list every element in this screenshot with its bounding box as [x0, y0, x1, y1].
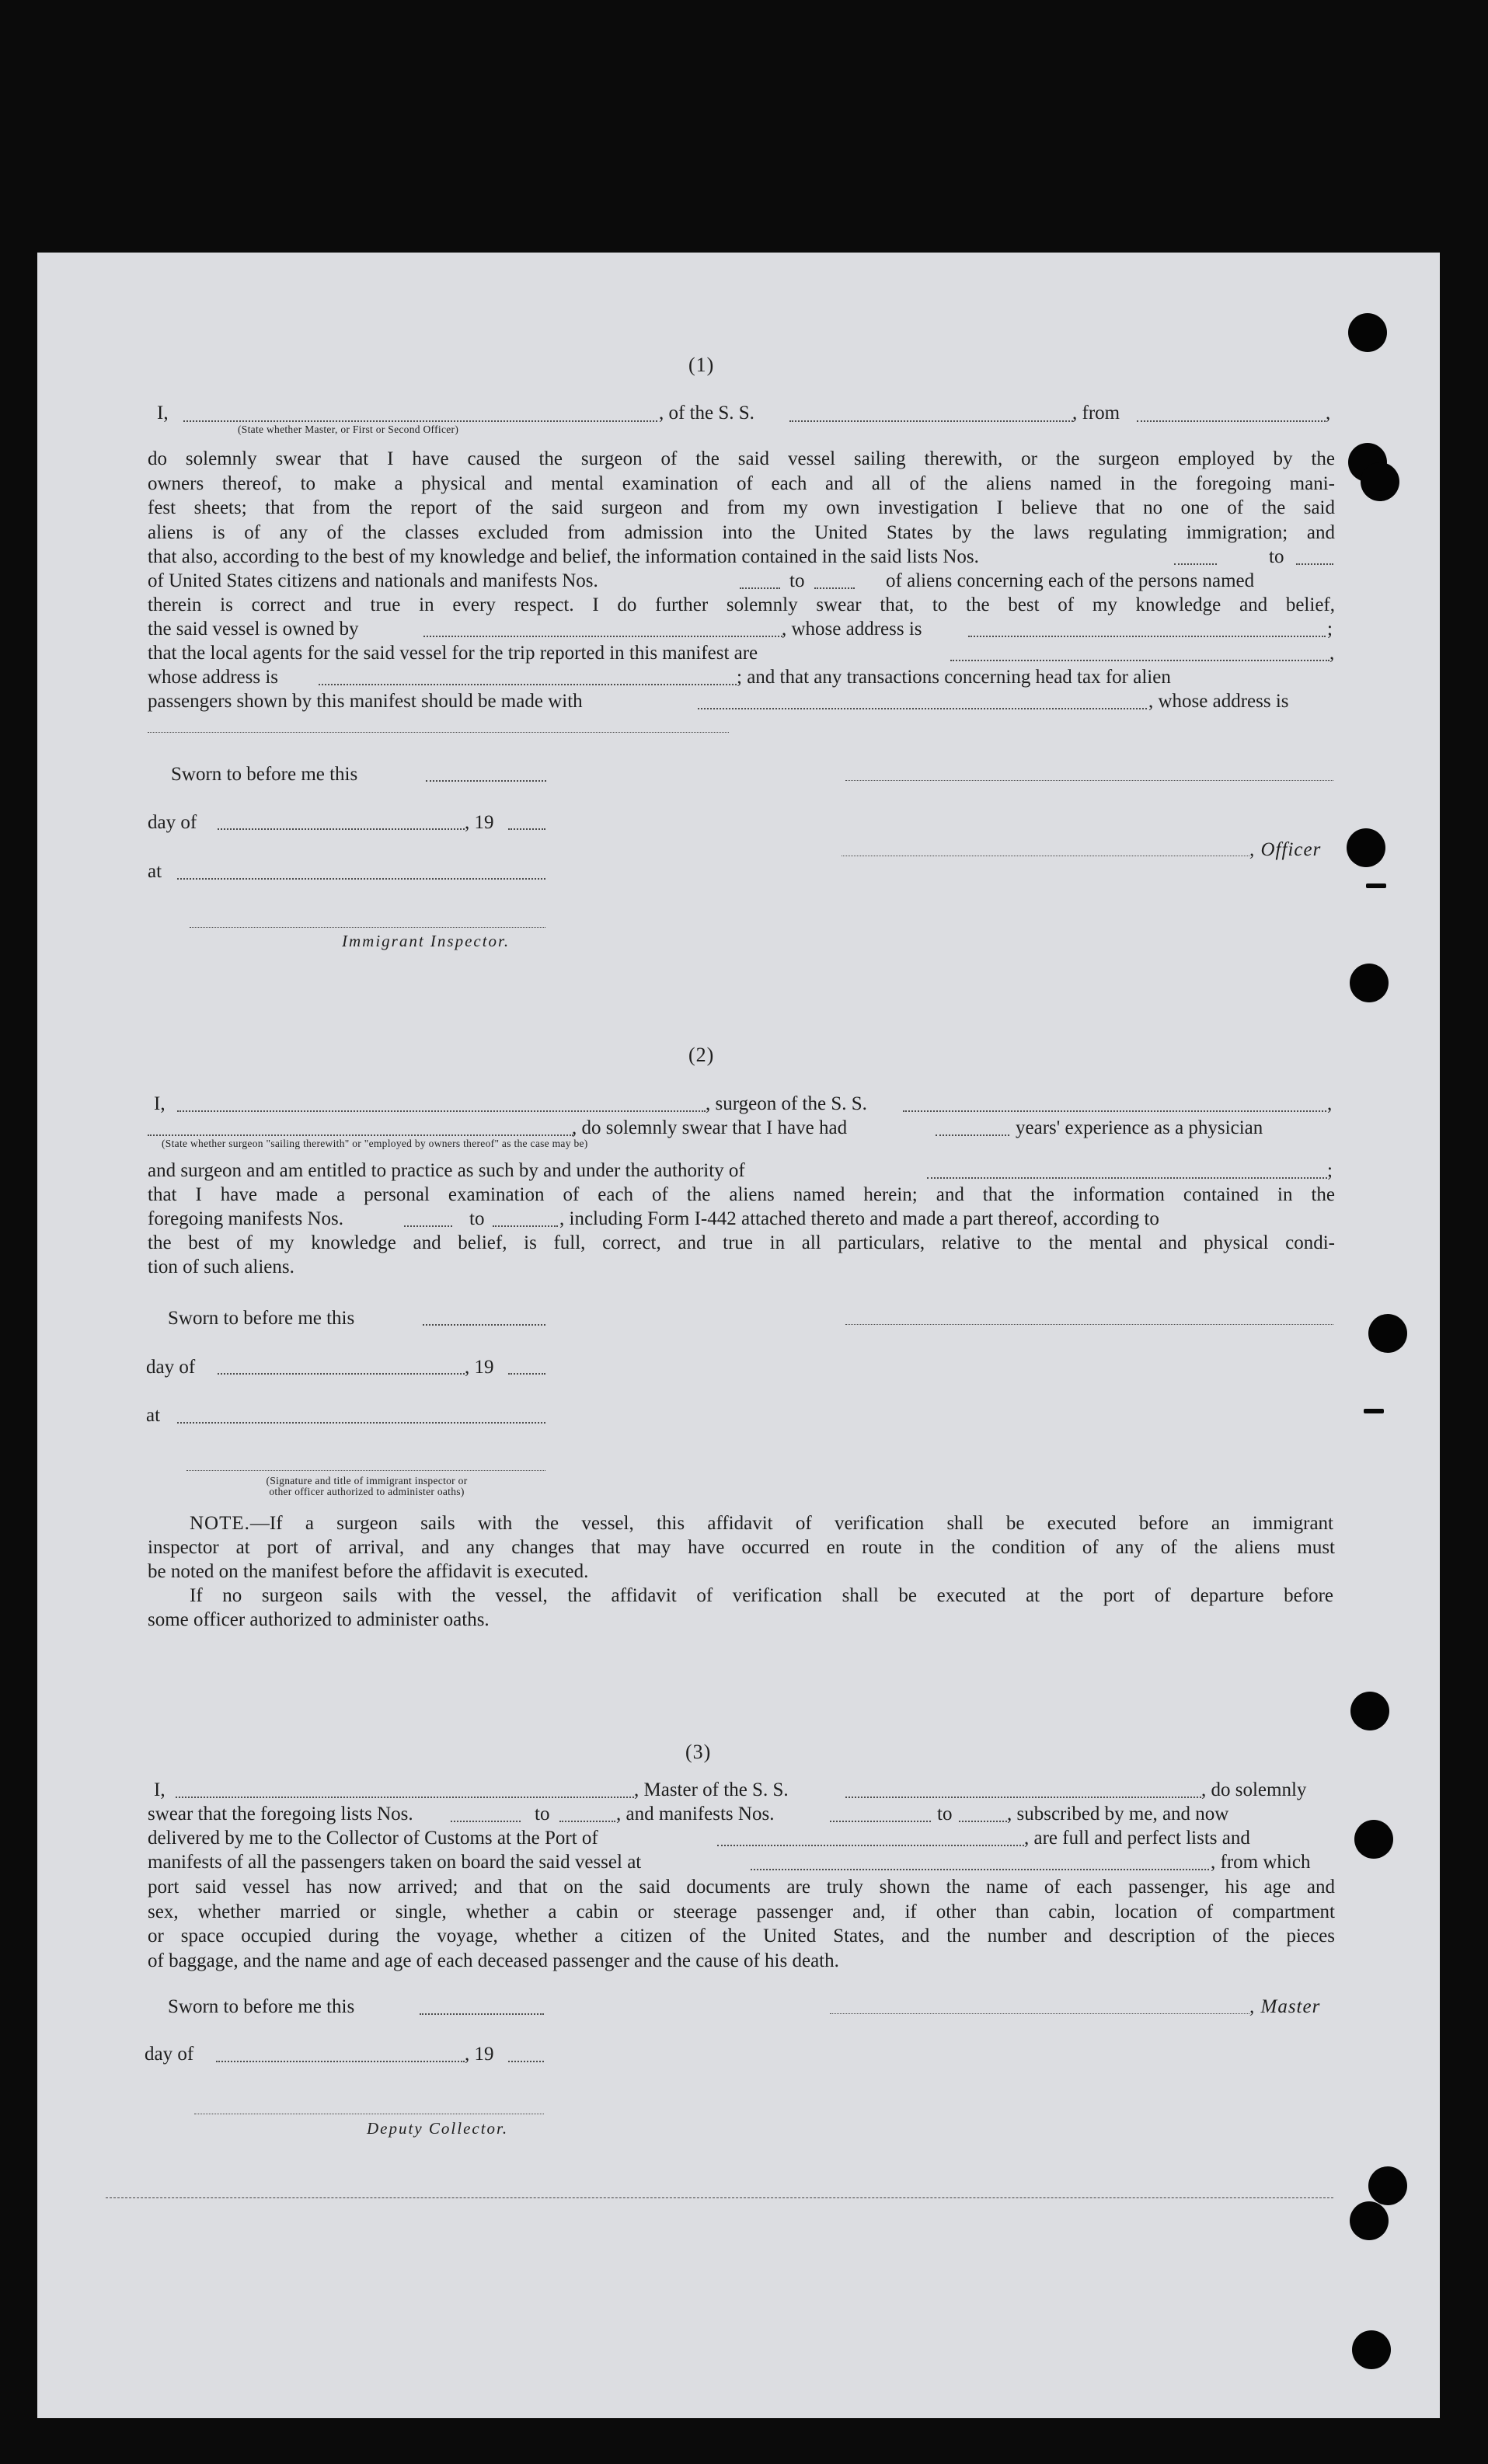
section-1-heading: (1) — [688, 354, 715, 376]
s3-day-of: day of — [145, 2044, 194, 2065]
s3-lists-to-blank — [559, 1821, 615, 1822]
s3-manifests-to-blank — [959, 1821, 1007, 1822]
s1-agents-line: that the local agents for the said vessel for the trip reported in this manifest are — [148, 643, 758, 664]
s3-lists-from-blank — [451, 1821, 521, 1822]
s1-paragraph — [148, 447, 1335, 545]
s1-year: , 19 — [465, 812, 494, 833]
punch-hole — [1350, 1692, 1389, 1730]
s2-examination-line: that I have made a personal examination of each of the aliens named herein; and that the information contained in the — [148, 1184, 1335, 1205]
s1-lists-to-blank — [1296, 563, 1333, 565]
s2-sig-note-1: (Signature and title of immigrant inspector or — [266, 1475, 468, 1486]
s1-owned-by: the said vessel is owned by — [148, 619, 359, 640]
s1-passengers-line: passengers shown by this manifest should be made with — [148, 691, 583, 712]
s1-citizens-post: of aliens concerning each of the persons named — [886, 570, 1255, 591]
s1-master-note: (State whether Master, or First or Second Officer) — [238, 423, 459, 435]
s1-owned-end: ; — [1327, 619, 1333, 640]
s3-deputy-label: Deputy Collector. — [367, 2119, 509, 2138]
s1-citizens-from-blank — [740, 587, 780, 589]
s2-form-line: , including Form I-442 attached thereto and made a part thereof, according to — [559, 1208, 1159, 1229]
s3-year: , 19 — [465, 2044, 494, 2065]
s2-year: , 19 — [465, 1357, 494, 1378]
s2-authority-blank — [927, 1177, 1327, 1179]
s2-authority-line: and surgeon and am entitled to practice as such by and under the authority of — [148, 1160, 745, 1181]
s1-comma: , — [1326, 403, 1331, 423]
s1-lists-line: that also, according to the best of my knowledge and belief, the information contained in the said lists Nos. — [148, 546, 979, 567]
s3-sworn: Sworn to before me this — [168, 1996, 355, 2017]
s3-solemnly: , do solemnly — [1201, 1779, 1307, 1800]
s2-at: at — [146, 1405, 161, 1426]
s2-condition-line: tion of such aliens. — [148, 1256, 294, 1277]
s1-from: , from — [1072, 403, 1120, 423]
s3-manifests-to: to — [937, 1804, 953, 1824]
s3-lists-line: swear that the foregoing lists Nos. — [148, 1804, 413, 1824]
s1-owner-address-blank — [968, 636, 1326, 637]
s2-note-text: —If a surgeon sails with the vessel, this affidavit of verification shall be executed before an immigrant — [249, 1513, 1333, 1534]
s2-sworn: Sworn to before me this — [168, 1308, 355, 1329]
s1-name-blank — [183, 420, 657, 422]
s1-owner-blank — [423, 636, 782, 637]
punch-hole — [1361, 462, 1399, 501]
s2-years-experience: years' experience as a physician — [1016, 1117, 1263, 1138]
form-sheet — [37, 253, 1440, 2418]
s2-year-blank — [508, 1373, 545, 1375]
s2-sworn-blank — [423, 1324, 545, 1326]
s2-surgeon-of-ss: , surgeon of the S. S. — [706, 1093, 867, 1114]
s3-manifests: , and manifests Nos. — [616, 1804, 775, 1824]
s2-note-line — [190, 1512, 1333, 1535]
s2-manifests-to: to — [469, 1208, 485, 1229]
section-3-heading: (3) — [685, 1741, 712, 1763]
ink-mark — [1364, 1409, 1384, 1413]
s2-line1-end: , — [1327, 1093, 1333, 1114]
s1-passengers-blank — [698, 708, 1147, 709]
punch-hole — [1368, 1314, 1407, 1353]
s3-vessel-port-blank — [751, 1869, 1209, 1870]
s2-manifests-to-blank — [493, 1225, 558, 1227]
s3-port-blank — [717, 1845, 1024, 1846]
s3-para-line: sex, whether married or single, whether a cabin or steerage passenger and, if other than cabin, location of compartment — [148, 1901, 1335, 1922]
s1-citizens-line: of United States citizens and nationals and manifests Nos. — [148, 570, 598, 591]
s3-vessel-blank — [845, 1797, 1201, 1798]
s2-surgeon-type-blank — [148, 1134, 573, 1136]
s2-swear-have-had: , do solemnly swear that I have had — [572, 1117, 848, 1138]
s3-para-line: of baggage, and the name and age of each deceased passenger and the cause of his death. — [148, 1950, 839, 1971]
s3-full-perfect: , are full and perfect lists and — [1024, 1828, 1250, 1849]
s1-para-line: aliens is of any of the classes excluded from admission into the United States by the laws regulating immigration; and — [148, 521, 1335, 543]
s1-inspector-label: Immigrant Inspector. — [342, 932, 511, 950]
s2-sig-note-2: other officer authorized to administer oaths) — [269, 1486, 465, 1497]
punch-hole — [1350, 964, 1389, 1002]
s1-day-blank — [218, 828, 465, 830]
s2-note-line: inspector at port of arrival, and any changes that may have occurred en route in the condition of any of the aliens must — [148, 1537, 1335, 1558]
punch-hole — [1352, 2330, 1391, 2369]
s3-para-line: port said vessel has now arrived; and that on the said documents are truly shown the name of each passenger, his age and — [148, 1877, 1335, 1898]
s3-paragraph — [148, 1875, 1335, 1973]
s3-year-blank — [508, 2061, 544, 2062]
punch-hole — [1347, 828, 1385, 867]
s1-passengers-end: , whose address is — [1148, 691, 1289, 712]
s3-master-label: , Master — [1249, 1996, 1321, 2017]
s1-para-line: owners thereof, to make a physical and mental examination of each and all of the aliens named in the foregoing mani- — [148, 472, 1335, 494]
s1-para-line: fest sheets; that from the report of the said surgeon and from my own investigation I believe that no one of the said — [148, 497, 1335, 518]
punch-hole — [1368, 2166, 1407, 2205]
s1-whose-post: ; and that any transactions concerning head tax for alien — [737, 667, 1171, 688]
s2-surgeon-signature-line — [845, 1324, 1333, 1325]
s1-passengers-continue-blank — [148, 732, 729, 733]
s3-para-line: or space occupied during the voyage, whether a citizen of the United States, and the number and description of the pieces — [148, 1926, 1335, 1946]
s1-officer-label: , Officer — [1249, 839, 1322, 860]
footer-rule — [106, 2197, 1333, 2198]
s3-sworn-blank — [420, 2013, 544, 2015]
s1-lists-from-blank — [1174, 563, 1217, 565]
section-2-heading: (2) — [688, 1044, 715, 1066]
s1-inspector-signature-line — [190, 927, 545, 928]
s2-day-of: day of — [146, 1357, 196, 1378]
s1-vessel-blank — [789, 420, 1073, 422]
s2-authority-end: ; — [1327, 1160, 1333, 1181]
s1-from-blank — [1137, 420, 1326, 422]
s1-agents-blank — [950, 660, 1329, 661]
s3-i: I, — [154, 1779, 166, 1800]
s2-manifests-from-blank — [404, 1225, 452, 1227]
s3-master-signature-line — [830, 2013, 1249, 2014]
s2-name-blank — [177, 1110, 706, 1112]
s2-belief-line: the best of my knowledge and belief, is full, correct, and true in all particulars, relative to the mental and physical condi- — [148, 1232, 1335, 1253]
s1-at: at — [148, 861, 162, 882]
s1-lists-to: to — [1269, 546, 1284, 567]
s1-of-ss: , of the S. S. — [659, 403, 754, 423]
s2-inspector-signature-line — [186, 1470, 545, 1471]
s1-para-line: do solemnly swear that I have caused the surgeon of the said vessel sailing therewith, or the surgeon employed by the — [148, 448, 1335, 469]
punch-hole — [1354, 1820, 1393, 1859]
s2-note-line: be noted on the manifest before the affidavit is executed. — [148, 1561, 589, 1582]
s3-subscribed: , subscribed by me, and now — [1007, 1804, 1229, 1824]
s3-manifests-from-blank — [830, 1821, 931, 1822]
s2-surgeon-note: (State whether surgeon "sailing therewith" or "employed by owners thereof" as the case may be) — [162, 1138, 588, 1149]
s2-vessel-blank — [903, 1110, 1326, 1112]
s1-sworn: Sworn to before me this — [171, 764, 358, 785]
s1-agents-end: , — [1329, 643, 1335, 664]
s2-years-blank — [936, 1134, 1009, 1136]
s2-note2-line: some officer authorized to administer oaths. — [148, 1609, 490, 1630]
s3-collector-line: delivered by me to the Collector of Customs at the Port of — [148, 1828, 598, 1849]
s1-citizens-to: to — [789, 570, 805, 591]
s1-citizens-to-blank — [814, 587, 855, 589]
s2-note-label: NOTE. — [190, 1513, 250, 1534]
s3-name-blank — [176, 1797, 634, 1798]
s3-from-which: , from which — [1211, 1852, 1311, 1873]
s3-day-blank — [216, 2061, 465, 2062]
ink-mark — [1366, 883, 1386, 888]
s1-day-of: day of — [148, 812, 197, 833]
punch-hole — [1348, 313, 1387, 352]
s3-lists-to: to — [535, 1804, 550, 1824]
s2-at-blank — [177, 1422, 545, 1424]
s1-whose-line: whose address is — [148, 667, 279, 688]
s1-sworn-blank — [426, 780, 546, 782]
s2-manifests-line: foregoing manifests Nos. — [148, 1208, 344, 1229]
s2-note2-line: If no surgeon sails with the vessel, the affidavit of verification shall be executed at the port of departure before — [190, 1585, 1333, 1606]
s1-correct-line: therein is correct and true in every respect. I do further solemnly swear that, to the best of my knowledge and belief, — [148, 594, 1335, 615]
s3-manifests-line: manifests of all the passengers taken on board the said vessel at — [148, 1852, 642, 1873]
s1-officer-signature-line-1 — [845, 780, 1333, 781]
s1-whose-blank — [319, 684, 737, 685]
s1-year-blank — [508, 828, 545, 830]
punch-hole — [1350, 2201, 1389, 2240]
s1-at-blank — [177, 878, 545, 880]
s2-i: I, — [154, 1093, 166, 1114]
s2-day-blank — [218, 1373, 465, 1375]
s1-owned-address: , whose address is — [782, 619, 922, 640]
s1-i: I, — [157, 403, 169, 423]
s3-master-of-ss: , Master of the S. S. — [634, 1779, 789, 1800]
